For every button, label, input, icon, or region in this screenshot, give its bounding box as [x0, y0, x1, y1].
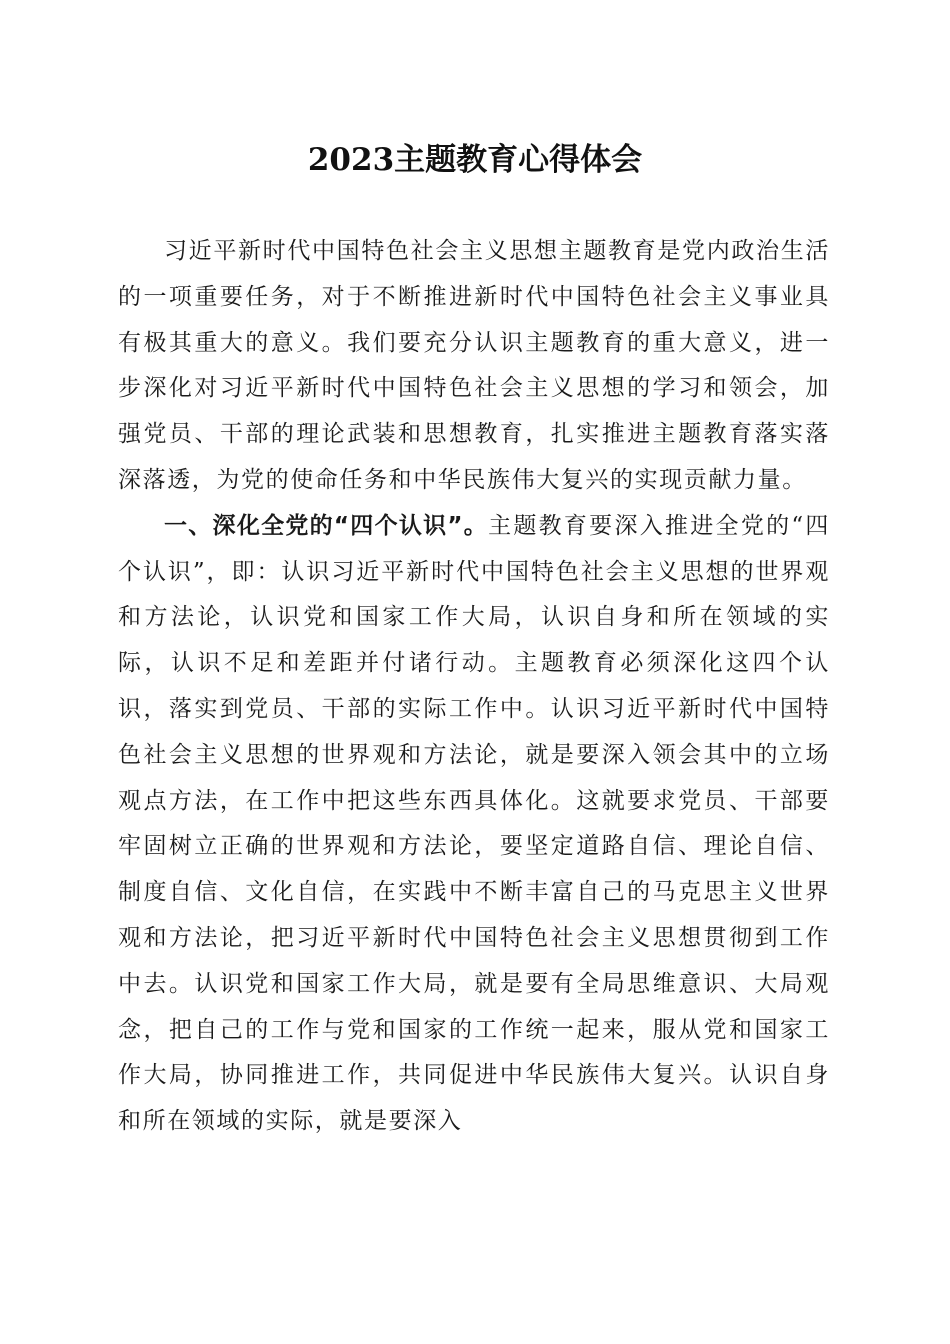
document-body	[118, 229, 830, 1145]
paragraph-intro	[118, 229, 830, 504]
page-title: 2023主题教育心得体会	[307, 142, 643, 178]
section-one-text: 主题教育要深入推进全党的“四个认识”，即：认识习近平新时代中国特色社会主义思想的世界观和方法论，认识党和国家工作大局，认识自身和所在领域的实际，认识不足和差距并付诸行动。主题教育必须深化这四个认识，落实到党员、干部的实际工作中。认识习近平新时代中国特色社会主义思想的世界观和方法论，就是要深入领会其中的立场观点方法，在工作中把这些东西具体化。这就要求党员、干部要牢固树立正确的世界观和方法论，要坚定道路自信、理论自信、制度自信、文化自信，在实践中不断丰富自己的马克思主义世界观和方法论，把习近平新时代中国特色社会主义思想贯彻到工作中去。认识党和国家工作大局，就是要有全局思维意识、大局观念，把自己的工作与党和国家的工作统一起来，服从党和国家工作大局，协同推进工作，共同促进中华民族伟大复兴。认识自身和所在领域的实际，就是要深入	[118, 512, 830, 1135]
paragraph-intro-text: 习近平新时代中国特色社会主义思想主题教育是党内政治生活的一项重要任务，对于不断推进新时代中国特色社会主义事业具有极其重大的意义。我们要充分认识主题教育的重大意义，进一步深化对习近平新时代中国特色社会主义思想的学习和领会，加强党员、干部的理论武装和思想教育，扎实推进主题教育落实落深落透，为党的使命任务和中华民族伟大复兴的实现贡献力量。	[118, 238, 830, 493]
paragraph-section-one	[118, 504, 830, 1145]
section-one-heading: 一、深化全党的“四个认识”。	[164, 512, 489, 539]
